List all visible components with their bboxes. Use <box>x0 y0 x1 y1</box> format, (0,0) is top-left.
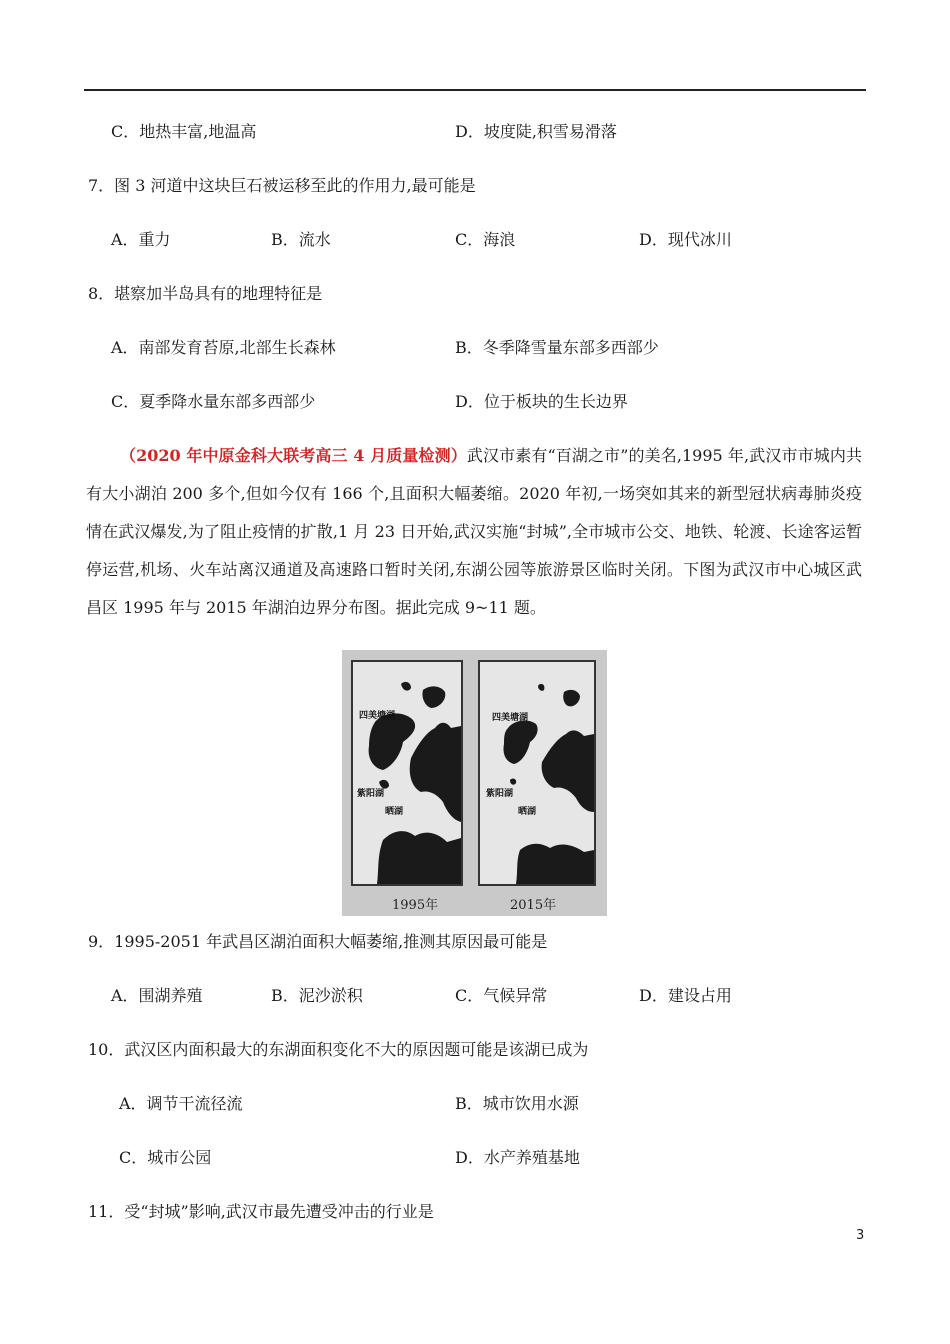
page-number: 3 <box>856 1228 865 1243</box>
q7-option-c: C．海浪 <box>455 230 516 249</box>
lake-map-figure <box>342 650 607 916</box>
q8-option-c: C．夏季降水量东部多西部少 <box>111 392 316 411</box>
lake-shapes-2015 <box>480 662 594 884</box>
q8-stem: 8．堪察加半岛具有的地理特征是 <box>88 284 323 303</box>
q6-option-d: D．坡度陡,积雪易滑落 <box>455 122 617 141</box>
q7-option-d: D．现代冰川 <box>639 230 732 249</box>
q8-option-b: B．冬季降雪量东部多西部少 <box>455 338 659 357</box>
map-1995 <box>351 660 463 886</box>
map-2015-label-c: 晒湖 <box>518 807 537 817</box>
q11-stem: 11．受“封城”影响,武汉市最先遭受冲击的行业是 <box>88 1202 434 1221</box>
map-2015-label-b: 紫阳湖 <box>486 789 514 799</box>
header-rule <box>84 89 866 91</box>
q9-option-b: B．泥沙淤积 <box>271 986 363 1005</box>
q8-option-a: A．南部发育苔原,北部生长森林 <box>111 338 336 357</box>
map-2015-label-a: 四美塘湖 <box>492 713 529 723</box>
q9-stem: 9．1995-2051 年武昌区湖泊面积大幅萎缩,推测其原因最可能是 <box>88 932 548 951</box>
q8-option-d: D．位于板块的生长边界 <box>455 392 628 411</box>
q6-option-c: C．地热丰富,地温高 <box>111 122 257 141</box>
map-2015 <box>478 660 596 886</box>
q10-option-d: D．水产养殖基地 <box>455 1148 580 1167</box>
lake-shapes-1995 <box>353 662 461 884</box>
caption-2015: 2015年 <box>510 898 557 913</box>
map-1995-label-c: 晒湖 <box>385 807 404 817</box>
caption-1995: 1995年 <box>392 898 439 913</box>
q10-option-a: A．调节干流径流 <box>119 1094 243 1113</box>
passage-source: （2020 年中原金科大联考高三 4 月质量检测） <box>120 446 467 465</box>
q9-option-c: C．气候异常 <box>455 986 548 1005</box>
q9-option-a: A．围湖养殖 <box>111 986 203 1005</box>
q7-stem: 7．图 3 河道中这块巨石被运移至此的作用力,最可能是 <box>88 176 476 195</box>
q10-option-c: C．城市公园 <box>119 1148 212 1167</box>
passage-text: 武汉市素有“百湖之市”的美名,1995 年,武汉市市城内共有大小湖泊 200 多个,但如今仅有 166 个,且面积大幅萎缩。2020 年初,一场突如其来的新型冠状病毒肺炎疫情在武汉爆发,为了阻止疫情的扩散,1 月 23 日开始,武汉实施“封城”,全市城市公交、地铁、轮渡、长途客运暂停运营,机场、火车站离汉通道及高速路口暂时关闭,东湖公园等旅游景区临时关闭。下图为武汉市中心城区武昌区 1995 年与 2015 年湖泊边界分布图。据此完成 9~11 题。 <box>86 446 862 617</box>
q10-option-b: B．城市饮用水源 <box>455 1094 579 1113</box>
map-1995-label-b: 紫阳湖 <box>357 789 385 799</box>
q9-option-d: D．建设占用 <box>639 986 732 1005</box>
q7-option-a: A．重力 <box>111 230 171 249</box>
q10-stem: 10．武汉区内面积最大的东湖面积变化不大的原因题可能是该湖已成为 <box>88 1040 589 1059</box>
map-1995-label-a: 四美塘湖 <box>359 711 396 721</box>
q7-option-b: B．流水 <box>271 230 331 249</box>
passage <box>86 437 862 627</box>
